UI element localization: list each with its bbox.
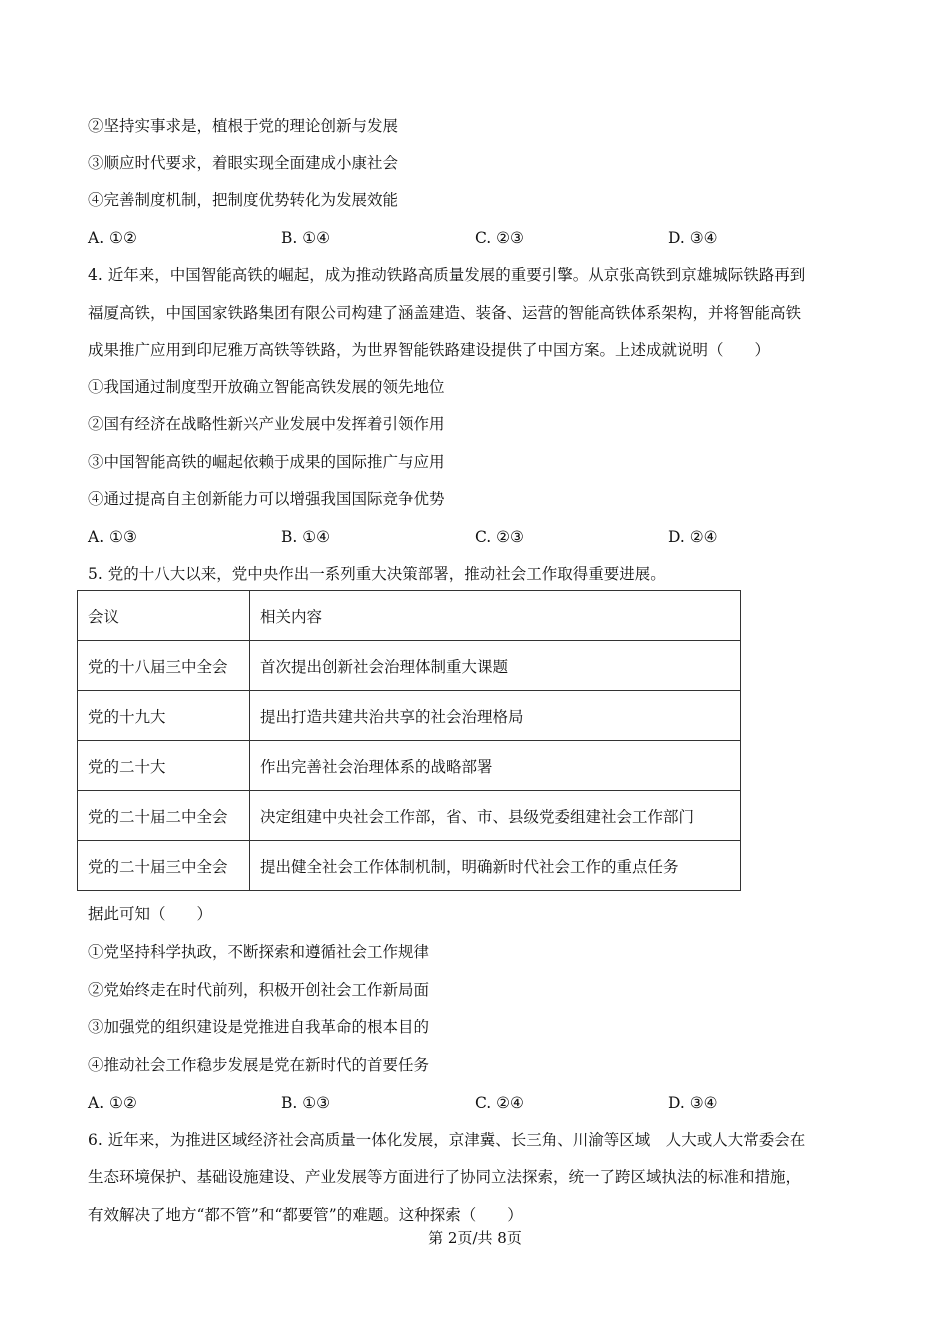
q4-stem-line: 福厦高铁，中国国家铁路集团有限公司构建了涵盖建造、装备、运营的智能高铁体系架构，并将智能高铁 — [88, 304, 802, 322]
q6-stem-line: 有效解决了地方“都不管”和“都要管”的难题。这种探索（ ） — [88, 1206, 523, 1224]
q4-item-2: ②国有经济在战略性新兴产业发展中发挥着引领作用 — [88, 415, 445, 433]
q5-option-a: A. ①② — [88, 1094, 137, 1112]
q4-option-c: C. ②③ — [475, 528, 524, 546]
q4-item-1: ①我国通过制度型开放确立智能高铁发展的领先地位 — [88, 378, 445, 396]
table-header: 会议 — [78, 591, 250, 641]
q5-item-3: ③加强党的组织建设是党推进自我革命的根本目的 — [88, 1018, 430, 1036]
q4-item-4: ④通过提高自主创新能力可以增强我国国际竞争优势 — [88, 490, 445, 508]
q3-option-c: C. ②③ — [475, 229, 524, 247]
table-row — [78, 791, 741, 841]
q5-option-b: B. ①③ — [281, 1094, 331, 1112]
table-row — [78, 691, 741, 741]
table-cell: 党的二十届三中全会 — [78, 841, 250, 891]
q5-options — [88, 1093, 888, 1113]
q4-option-a: A. ①③ — [88, 528, 137, 546]
q5-item-1: ①党坚持科学执政，不断探索和遵循社会工作规律 — [88, 943, 430, 961]
table-row — [78, 641, 741, 691]
q4-options — [88, 527, 888, 547]
q5-stem: 5. 党的十八大以来，党中央作出一系列重大决策部署，推动社会工作取得重要进展。 — [88, 565, 666, 583]
table-row — [78, 841, 741, 891]
q3-item-3: ③顺应时代要求，着眼实现全面建成小康社会 — [88, 154, 399, 172]
q5-option-c: C. ②④ — [475, 1094, 524, 1112]
table-cell: 提出打造共建共治共享的社会治理格局 — [250, 691, 741, 741]
q6-stem-line: 6. 近年来，为推进区域经济社会高质量一体化发展，京津冀、长三角、川渝等区域 人大或人大常委会在 — [88, 1131, 806, 1149]
table-cell: 作出完善社会治理体系的战略部署 — [250, 741, 741, 791]
q5-option-d: D. ③④ — [668, 1094, 718, 1112]
q4-option-d: D. ②④ — [668, 528, 718, 546]
table-cell: 党的十九大 — [78, 691, 250, 741]
q5-item-4: ④推动社会工作稳步发展是党在新时代的首要任务 — [88, 1056, 430, 1074]
table-header-row — [78, 591, 741, 641]
table-cell: 党的二十大 — [78, 741, 250, 791]
q4-item-3: ③中国智能高铁的崛起依赖于成果的国际推广与应用 — [88, 453, 445, 471]
table-cell: 提出健全社会工作体制机制，明确新时代社会工作的重点任务 — [250, 841, 741, 891]
q3-options — [88, 228, 888, 248]
table-cell: 党的二十届二中全会 — [78, 791, 250, 841]
table-cell: 首次提出创新社会治理体制重大课题 — [250, 641, 741, 691]
q4-option-b: B. ①④ — [281, 528, 331, 546]
q3-option-d: D. ③④ — [668, 229, 718, 247]
table-row — [78, 741, 741, 791]
q3-item-2: ②坚持实事求是，植根于党的理论创新与发展 — [88, 117, 399, 135]
page-footer: 第 2页/共 8页 — [428, 1229, 522, 1247]
q6-stem-line: 生态环境保护、基础设施建设、产业发展等方面进行了协同立法探索，统一了跨区域执法的标准和措施， — [88, 1168, 802, 1186]
q3-item-4: ④完善制度机制，把制度优势转化为发展效能 — [88, 191, 399, 209]
q4-stem-line: 4. 近年来，中国智能高铁的崛起，成为推动铁路高质量发展的重要引擎。从京张高铁到京雄城际铁路再到 — [88, 266, 806, 284]
q3-option-a: A. ①② — [88, 229, 137, 247]
q3-option-b: B. ①④ — [281, 229, 331, 247]
table-cell: 党的十八届三中全会 — [78, 641, 250, 691]
q5-question: 据此可知（ ） — [88, 905, 213, 923]
table-cell: 决定组建中央社会工作部，省、市、县级党委组建社会工作部门 — [250, 791, 741, 841]
q4-stem-line: 成果推广应用到印尼雅万高铁等铁路，为世界智能铁路建设提供了中国方案。上述成就说明（ ） — [88, 341, 771, 359]
q5-item-2: ②党始终走在时代前列，积极开创社会工作新局面 — [88, 981, 430, 999]
table-header: 相关内容 — [250, 591, 741, 641]
q5-table — [77, 590, 741, 891]
